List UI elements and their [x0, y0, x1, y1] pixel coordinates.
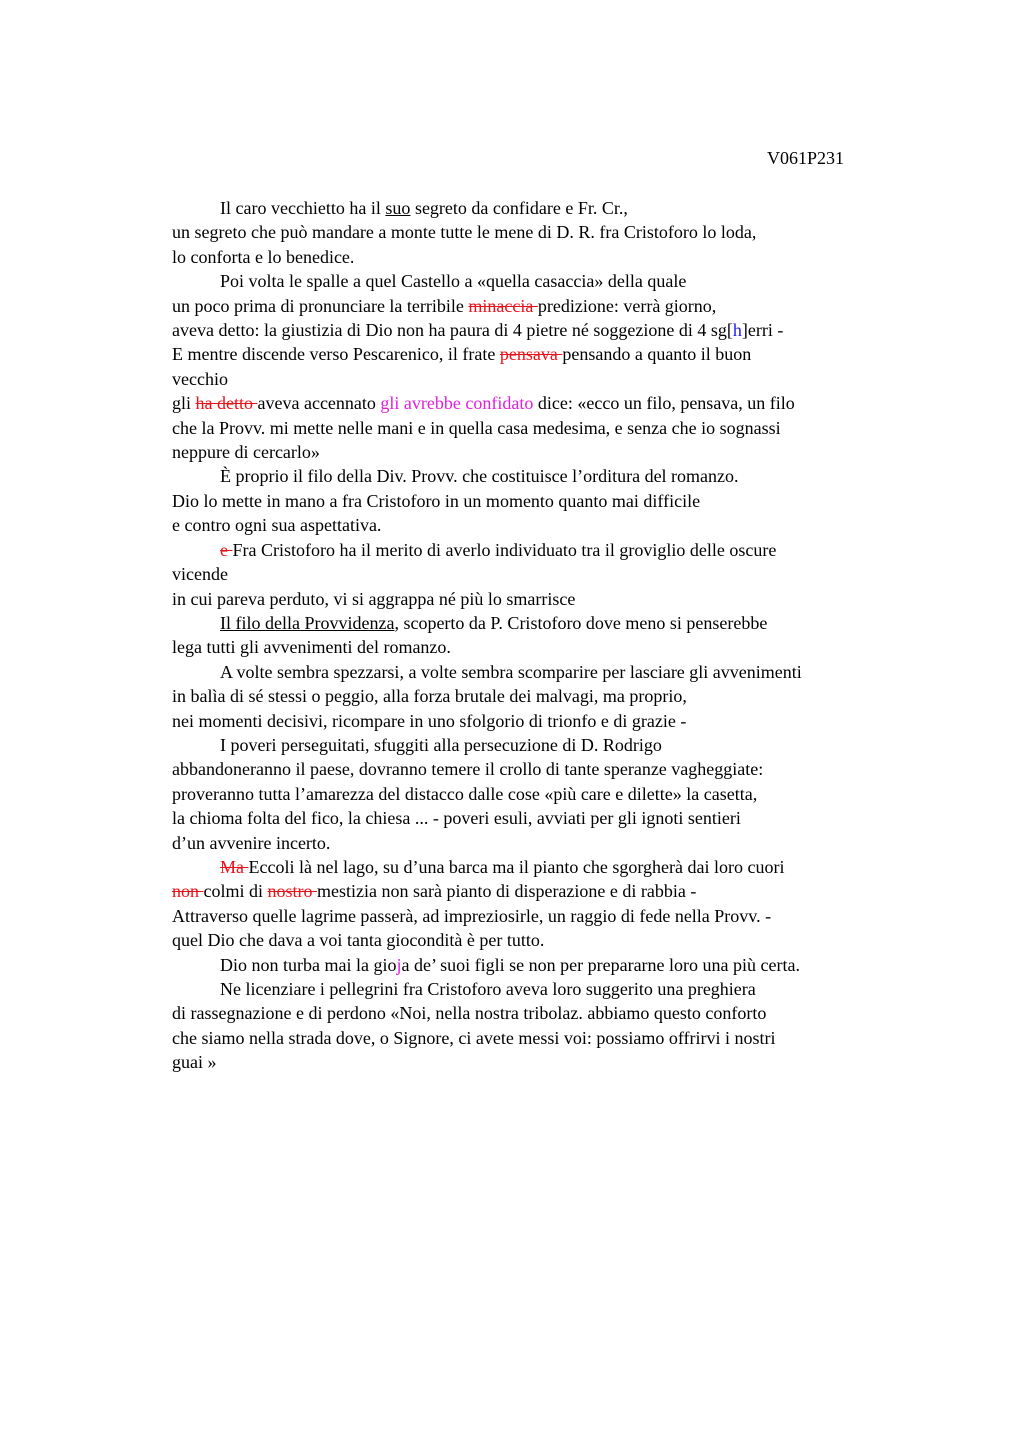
text-line — [172, 684, 872, 708]
text-line — [172, 782, 872, 806]
text-segment: e contro ogni sua aspettativa. — [172, 515, 382, 536]
text-line — [172, 367, 872, 391]
text-line — [172, 489, 872, 513]
text-segment: gli — [172, 393, 196, 414]
text-segment: in cui pareva perduto, vi si aggrappa né più lo smarrisce — [172, 588, 576, 609]
text-line — [172, 928, 872, 952]
text-line — [172, 1050, 872, 1074]
text-segment: neppure di cercarlo» — [172, 442, 320, 463]
deleted-text: non — [172, 881, 204, 902]
text-segment: guai » — [172, 1052, 217, 1073]
deleted-text: nostro — [267, 881, 317, 902]
text-segment: Poi volta le spalle a quel Castello a «quella casaccia» della quale — [220, 271, 687, 292]
text-line — [172, 806, 872, 830]
text-segment: proveranno tutta l’amarezza del distacco dalle cose «più care e dilette» la casetta, — [172, 783, 758, 804]
text-segment: A volte sembra spezzarsi, a volte sembra scomparire per lasciare gli avvenimenti — [220, 661, 802, 682]
text-line — [172, 538, 872, 562]
text-line — [172, 342, 872, 366]
text-line — [172, 440, 872, 464]
text-line — [172, 953, 872, 977]
text-line — [172, 611, 872, 635]
text-line — [172, 220, 872, 244]
text-segment: a de’ suoi figli se non per prepararne loro una più certa. — [401, 954, 800, 975]
text-line — [172, 196, 872, 220]
deleted-text: Ma — [220, 856, 249, 877]
text-line — [172, 1026, 872, 1050]
text-segment: vecchio — [172, 368, 228, 389]
text-segment: un poco prima di pronunciare la terribile — [172, 295, 469, 316]
inserted-text: j — [396, 954, 402, 975]
inserted-text: gli avrebbe confidato — [380, 393, 534, 414]
text-line — [172, 464, 872, 488]
text-line — [172, 831, 872, 855]
text-segment: È proprio il filo della Div. Provv. che costituisce l’orditura del romanzo. — [220, 466, 739, 487]
text-line — [172, 245, 872, 269]
text-segment: Eccoli là nel lago, su d’una barca ma il pianto che sgorgherà dai loro cuori — [248, 856, 785, 877]
text-segment: Dio non turba mai la gio — [220, 954, 397, 975]
text-segment: pensando a quanto il buon — [562, 344, 752, 365]
text-line — [172, 855, 872, 879]
text-segment: che siamo nella strada dove, o Signore, ci avete messi voi: possiamo offrirvi i nostri — [172, 1027, 776, 1048]
text-line — [172, 587, 872, 611]
text-segment: d’un avvenire incerto. — [172, 832, 331, 853]
text-segment: di rassegnazione e di perdono «Noi, nella nostra tribolaz. abbiamo questo conforto — [172, 1003, 767, 1024]
text-line — [172, 318, 872, 342]
text-segment: aveva accennato — [257, 393, 381, 414]
text-segment: un segreto che può mandare a monte tutte le mene di D. R. fra Cristoforo lo loda, — [172, 222, 757, 243]
text-segment: colmi di — [203, 881, 268, 902]
text-line — [172, 513, 872, 537]
text-segment: mestizia non sarà pianto di disperazione e di rabbia - — [317, 881, 697, 902]
deleted-text: ha detto — [195, 393, 258, 414]
text-line — [172, 269, 872, 293]
text-segment: abbandoneranno il paese, dovranno temere il crollo di tante speranze vagheggiate: — [172, 759, 764, 780]
text-segment: E mentre discende verso Pescarenico, il frate — [172, 344, 500, 365]
text-segment: Ne licenziare i pellegrini fra Cristoforo aveva loro suggerito una preghiera — [220, 979, 756, 999]
text-segment: segreto da confidare e Fr. Cr., — [410, 198, 628, 218]
deleted-text: e — [220, 539, 233, 560]
text-line — [172, 709, 872, 733]
page-identifier: V061P231 — [766, 148, 844, 168]
text-segment: nei momenti decisivi, ricompare in uno sfolgorio di trionfo e di grazie - — [172, 710, 687, 731]
underlined-text: suo — [385, 198, 411, 218]
text-segment: Attraverso quelle lagrime passerà, ad impreziosirle, un raggio di fede nella Provv. - — [172, 905, 772, 926]
text-segment: predizione: verrà giorno, — [537, 295, 717, 316]
text-line — [172, 562, 872, 586]
text-segment: ]erri - — [741, 320, 784, 341]
text-line — [172, 977, 872, 1001]
text-segment: lo conforta e lo benedice. — [172, 246, 355, 267]
document-body — [172, 196, 872, 1075]
underlined-text: Il filo della Provvidenza — [220, 612, 395, 633]
text-line — [172, 660, 872, 684]
text-line — [172, 294, 872, 318]
text-segment: Fra Cristoforo ha il merito di averlo individuato tra il groviglio delle oscure — [232, 539, 777, 560]
text-line — [172, 757, 872, 781]
text-segment: lega tutti gli avvenimenti del romanzo. — [172, 637, 451, 658]
text-segment: aveva detto: la giustizia di Dio non ha paura di 4 pietre né soggezione di 4 sg[ — [172, 320, 733, 341]
text-line — [172, 391, 872, 415]
text-segment: la chioma folta del fico, la chiesa ... - poveri esuli, avviati per gli ignoti sentieri — [172, 808, 741, 829]
text-segment: I poveri perseguitati, sfuggiti alla persecuzione di D. Rodrigo — [220, 734, 662, 755]
text-segment: vicende — [172, 564, 228, 585]
deleted-text: minaccia — [468, 295, 538, 316]
text-line — [172, 904, 872, 928]
text-line — [172, 1001, 872, 1025]
text-segment: in balìa di sé stessi o peggio, alla forza brutale dei malvagi, ma proprio, — [172, 686, 687, 707]
text-segment: Il caro vecchietto ha il — [220, 198, 386, 218]
text-segment: , scoperto da P. Cristoforo dove meno si penserebbe — [394, 612, 768, 633]
text-segment: che la Provv. mi mette nelle mani e in quella casa medesima, e senza che io sognassi — [172, 417, 781, 438]
deleted-text: pensava — [499, 344, 563, 365]
text-segment: Dio lo mette in mano a fra Cristoforo in un momento quanto mai difficile — [172, 490, 701, 511]
correction-letter: h — [732, 320, 742, 341]
text-segment: dice: «ecco un filo, pensava, un filo — [533, 393, 795, 414]
text-line — [172, 416, 872, 440]
text-line — [172, 879, 872, 903]
text-line — [172, 635, 872, 659]
text-line — [172, 733, 872, 757]
text-segment: quel Dio che dava a voi tanta giocondità è per tutto. — [172, 930, 545, 951]
